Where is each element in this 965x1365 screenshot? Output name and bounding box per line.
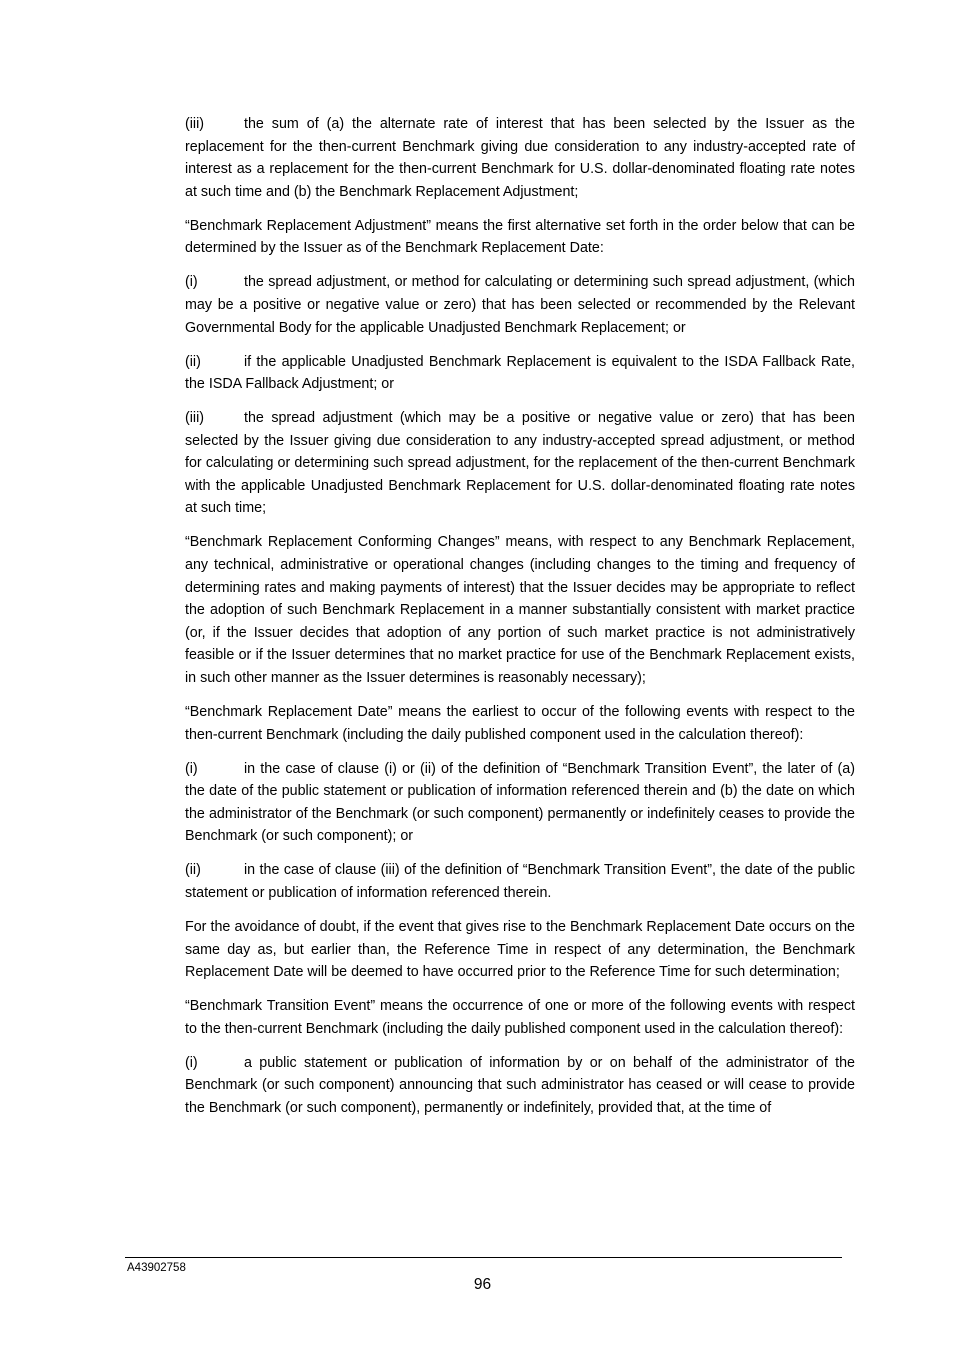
paragraph-text: “Benchmark Replacement Adjustment” means the first alternative set forth in the order below that can be determined by the Issuer as of the Benchmark Replacement Date: [185,217,855,257]
paragraph-iii-sum-of-rates [185,113,855,203]
footer-divider [125,1257,842,1258]
paragraph-ii-clause-iii [185,859,855,904]
paragraph-number: (i) [185,1054,198,1071]
avoidance-of-doubt-paragraph [185,916,855,984]
definition-benchmark-replacement-conforming-changes [185,531,855,689]
paragraph-text: the spread adjustment (which may be a positive or negative value or zero) that has been selected by the Issuer giving due consideration to any industry-accepted spread adjustment, or method for calculating or determining such spread adjustment, for the replacement of the then-current Benchmark with the applicable Unadjusted Benchmark Replacement for U.S. dollar-denominated floating rate notes at such time; [185,410,855,517]
paragraph-number: (ii) [185,862,201,879]
paragraph-text: “Benchmark Replacement Date” means the earliest to occur of the following events with respect to the then-current Benchmark (including the daily published component used in the calculation thereof): [185,704,855,743]
paragraph-number: (ii) [185,353,201,370]
paragraph-text: For the avoidance of doubt, if the event that gives rise to the Benchmark Replacement Date occurs on the same day as, but earlier than, the Reference Time in respect of any determination, the Benchmark Replacement Date will be deemed to have occurred prior to the Reference Time for such determination; [185,918,855,981]
document-reference: A43902758 [127,1262,186,1274]
page-number: 96 [473,1276,492,1293]
paragraph-text: the sum of (a) the alternate rate of interest that has been selected by the Issuer as the replacement for the then-current Benchmark giving due consideration to any industry-accepted rate of interest as a replacement for the then-current Benchmark for U.S. dollar-denominated floating rate notes at such time and (b) the Benchmark Replacement Adjustment; [185,116,855,200]
paragraph-number: (iii) [185,410,205,427]
paragraph-i-clause-i-or-ii [185,758,855,848]
paragraph-i-public-statement [185,1052,855,1120]
paragraph-text: in the case of clause (i) or (ii) of the definition of “Benchmark Transition Event”, the later of (a) the date of the public statement or publication of information referenced therein and (b) the date on which the administrator of the Benchmark (or such component) permanently or indefinitely ceases to provide the Benchmark (or such component); or [185,760,855,845]
definition-benchmark-replacement-adjustment [185,215,855,260]
paragraph-number: (i) [185,760,198,777]
paragraph-text: if the applicable Unadjusted Benchmark Replacement is equivalent to the ISDA Fallback Rate, the ISDA Fallback Adjustment; or [185,353,855,393]
paragraph-text: “Benchmark Transition Event” means the occurrence of one or more of the following events with respect to the then-current Benchmark (including the daily published component used in the calculation thereof): [185,998,855,1037]
document-body [185,113,855,1131]
paragraph-ii-isda-fallback [185,351,855,396]
paragraph-text: “Benchmark Replacement Conforming Changes” means, with respect to any Benchmark Replacement, any technical, administrative or operational changes (including changes to the timing and frequency of determining rates and making payments of interest) that the Issuer decides may be appropriate to reflect the adoption of such Benchmark Replacement in a manner substantially consistent with market practice (or, if the Issuer decides that adoption of any portion of such market practice is not administratively feasible or if the Issuer determines that no market practice for use of the Benchmark Replacement exists, in such other manner as the Issuer determines is reasonably necessary); [185,534,855,687]
paragraph-iii-spread-adjustment [185,407,855,520]
definition-benchmark-replacement-date [185,701,855,746]
paragraph-number: (iii) [185,116,205,132]
paragraph-text: the spread adjustment, or method for calculating or determining such spread adjustment, (which may be a positive or negative value or zero) that has been selected or recommended by the Relevant Governmental Body for the applicable Unadjusted Benchmark Replacement; or [185,274,855,336]
paragraph-text: in the case of clause (iii) of the definition of “Benchmark Transition Event”, the date of the public statement or publication of information referenced therein. [185,862,855,901]
paragraph-text: a public statement or publication of information by or on behalf of the administrator of the Benchmark (or such component) announcing that such administrator has ceased or will cease to provide the Benchmark (or such component), permanently or indefinitely, provided that, at the time of [185,1054,855,1116]
paragraph-number: (i) [185,274,198,291]
paragraph-i-spread-adjustment [185,271,855,339]
definition-benchmark-transition-event [185,995,855,1040]
